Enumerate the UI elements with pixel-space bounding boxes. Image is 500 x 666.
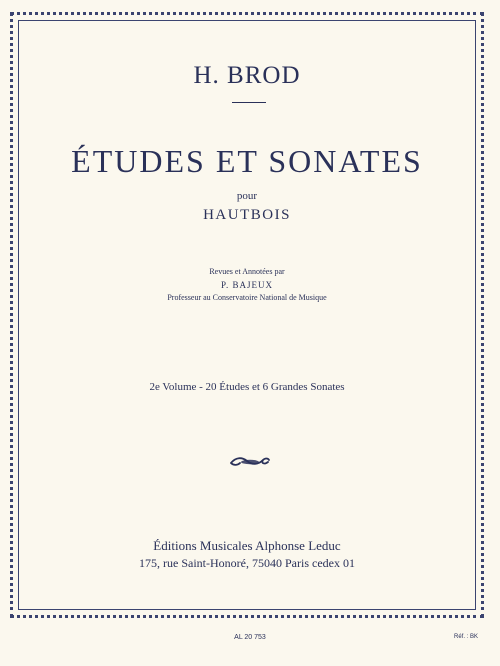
editor-name: P. BAJEUX <box>220 280 273 290</box>
inner-border <box>18 20 476 610</box>
pour-label: pour <box>236 190 258 202</box>
catalog-code: AL 20 753 <box>234 634 266 641</box>
publisher-address: 175, rue Saint-Honoré, 75040 Paris cedex 01 <box>139 556 355 570</box>
composer-name: H. BROD <box>193 62 301 89</box>
volume-info: 2e Volume - 20 Études et 6 Grandes Sonates <box>149 381 345 393</box>
flourish-ornament-icon <box>228 453 272 469</box>
publisher-name: Éditions Musicales Alphonse Leduc <box>153 538 341 553</box>
title-divider <box>232 102 266 103</box>
reference-code: Réf. : BK <box>453 634 478 640</box>
revised-by-label: Revues et Annotées par <box>209 267 285 276</box>
editor-title: Professeur au Conservatoire National de Musique <box>167 293 327 302</box>
work-title: ÉTUDES ET SONATES <box>71 143 423 179</box>
instrument-name: HAUTBOIS <box>203 207 291 223</box>
